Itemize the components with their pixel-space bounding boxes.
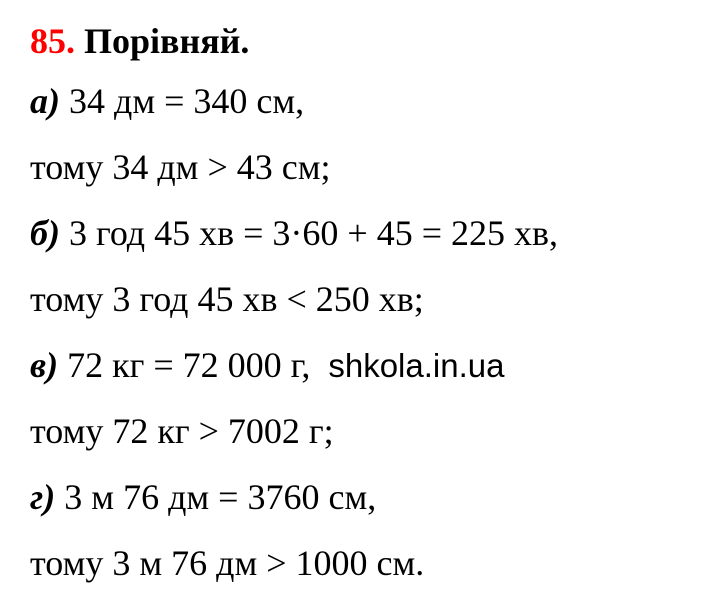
item-c-line1 — [30, 332, 691, 398]
item-c-expression: 72 кг = 72 000 г, — [67, 345, 311, 385]
item-a-line2: тому 34 дм > 43 см; — [30, 147, 331, 187]
watermark-text: shkola.in.ua — [328, 347, 505, 384]
exercise-document — [30, 18, 691, 596]
exercise-title: Порівняй. — [84, 21, 250, 61]
item-b-line1 — [30, 200, 691, 266]
item-a-line1 — [30, 68, 691, 134]
exercise-heading — [30, 18, 691, 68]
item-a-label: а) — [30, 81, 60, 121]
item-d-expression: 3 м 76 дм = 3760 см, — [64, 477, 377, 517]
item-d-line2: тому 3 м 76 дм > 1000 см. — [30, 543, 425, 583]
item-b-line2: тому 3 год 45 хв < 250 хв; — [30, 279, 424, 319]
item-c-label: в) — [30, 345, 59, 385]
item-a-expression: 34 дм = 340 см, — [69, 81, 305, 121]
exercise-number: 85. — [30, 21, 75, 61]
item-d-line1 — [30, 464, 691, 530]
item-c-line2: тому 72 кг > 7002 г; — [30, 411, 334, 451]
item-b-expression: 3 год 45 хв = 3·60 + 45 = 225 хв, — [68, 213, 558, 253]
item-b-label: б) — [30, 213, 60, 253]
item-d-label: г) — [30, 477, 56, 517]
